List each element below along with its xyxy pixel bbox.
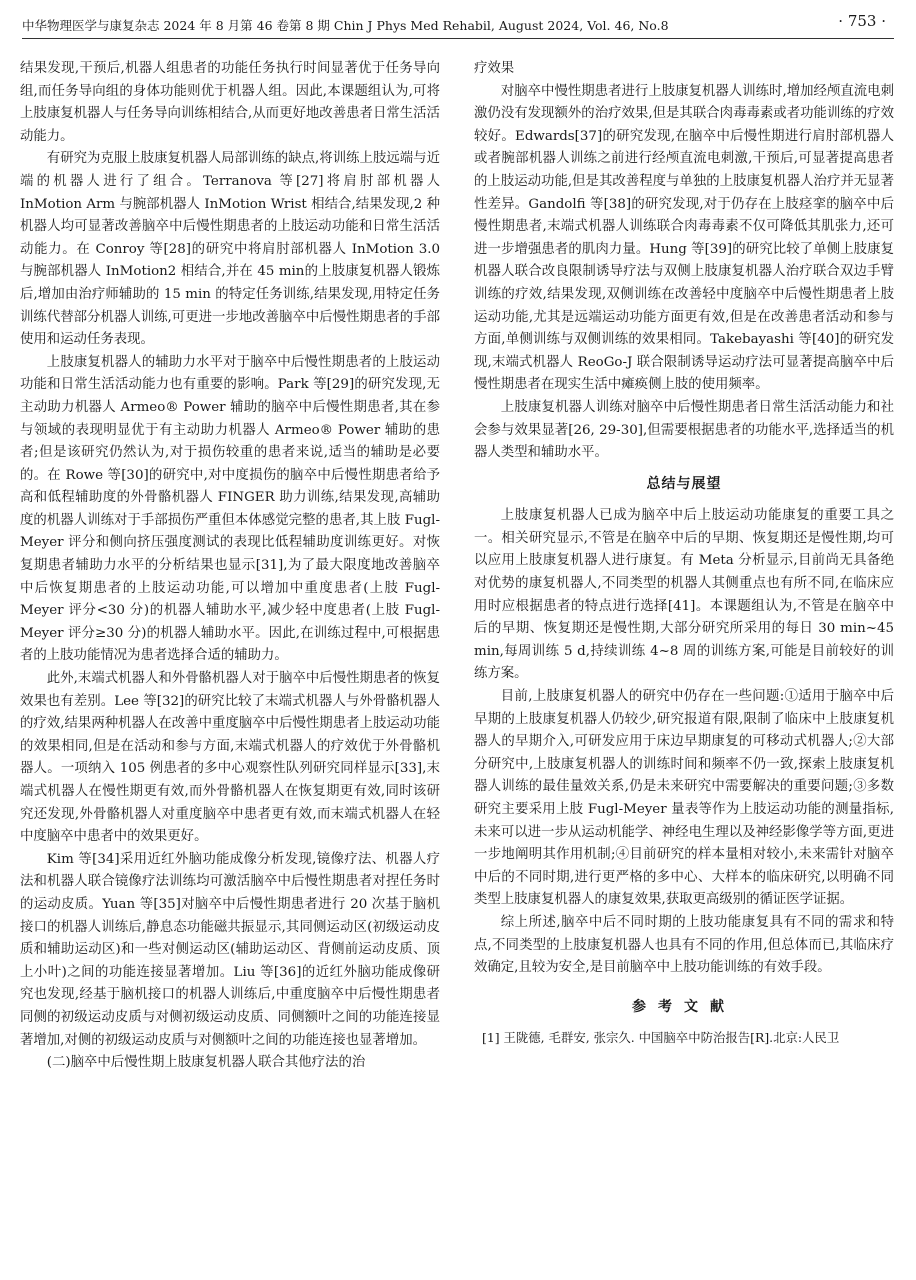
paragraph: 综上所述,脑卒中后不同时期的上肢功能康复具有不同的需求和特点,不同类型的上肢康复机器人也具有不同的作用,但总体而已,其临床疗效确定,且较为安全,是目前脑卒中上肢功能训练的有效手段。 bbox=[474, 914, 894, 976]
subsection-heading: (二)脑卒中后慢性期上肢康复机器人联合其他疗法的治 bbox=[46, 1055, 366, 1071]
page-number: · 753 · bbox=[838, 12, 886, 30]
paragraph: 对脑卒中慢性期患者进行上肢康复机器人训练时,增加经颅直流电刺激仍没有发现额外的治疗效果,但是其联合肉毒毒素或者功能训练的疗效较好。Edwards[37]的研究发现,在脑卒中后慢性期进行肩肘部机器人或者腕部机器人训练之前进行经颅直流电刺激,干预后,可显著提高患者的上肢运动功能,但是其改善程度与单独的上肢康复机器人治疗并无显著性差异。Gandolfi 等[38]的研究发现,对于仍存在上肢痉挛的脑卒中后慢性期患者,末端式机器人训练联合肉毒毒素不仅可降低其肌张力,还可进一步增强患者的肌肉力量。Hung 等[39]的研究比较了单侧上肢康复机器人联合改良限制诱导疗法与双侧上肢康复机器人治疗联合双边手臂训练的疗效,结果发现,双侧训练在改善轻中度脑卒中后慢性期患者上肢运动功能,尤其是远端运动功能方面更有效,但是在改善患者活动和参与方面,单侧训练与双侧训练的效果相同。Takebayashi 等[40]的研究发现,末端式机器人 ReoGo-J 联合限制诱导运动疗法可显著提高脑卒中后慢性期患者在现实生活中瘫痪侧上肢的使用频率。 bbox=[474, 83, 894, 393]
paragraph: 此外,末端式机器人和外骨骼机器人对于脑卒中后慢性期患者的恢复效果也有差别。Lee 等[32]的研究比较了末端式机器人与外骨骼机器人的疗效,结果两种机器人在改善中重度脑卒中后慢性期患者上肢运动功能的效果相同,但是在活动和参与方面,末端式机器人的疗效优于外骨骼机器人。一项纳入 105 例患者的多中心观察性队列研究同样显示[33],末端式机器人在慢性期更有效,而外骨骼机器人在恢复期更有效,同时该研究还发现,外骨骼机器人对重度脑卒中患者更有效,而末端式机器人在轻中度脑卒中患者中的效果更好。 bbox=[20, 671, 440, 845]
paragraph: 有研究为克服上肢康复机器人局部训练的缺点,将训练上肢远端与近端的机器人进行了组合。Terranova 等[27]将肩肘部机器人 InMotion Arm 与腕部机器人 InMotion Wrist 相结合,结果发现,2 种机器人均可显著改善脑卒中后慢性期患者的上肢运动功能和日常生活活动能力。在 Conroy 等[28]的研究中将肩肘部机器人 InMotion 3.0 与腕部机器人 InMotion2 相结合,并在 45 min的上肢康复机器人锻炼后,增加由治疗师辅助的 15 min 的特定任务训练,结果发现,用特定任务训练代替部分机器人训练,可更进一步地改善脑卒中后慢性期患者的手部使用和运动任务表现。 bbox=[20, 151, 440, 348]
section-title: 总结与展望 bbox=[646, 475, 722, 492]
paragraph: 上肢康复机器人的辅助力水平对于脑卒中后慢性期患者的上肢运动功能和日常生活活动能力也有重要的影响。Park 等[29]的研究发现,无主动助力机器人 Armeo® Power 辅助的脑卒中后慢性期患者,其在参与领域的表现明显优于有主动助力机器人 Armeo® Power 辅助的患者;但是该研究仍然认为,对于损伤较重的患者来说,适当的辅助是必要的。在 Rowe 等[30]的研究中,对中度损伤的脑卒中后慢性期患者给予高和低程辅助度的外骨骼机器人 FINGER 助力训练,结果发现,高辅助度的机器人训练对于手部损伤严重但本体感觉完整的患者,其上肢 Fugl-Meyer 评分和侧向挤压强度测试的表现比低程辅助度训练更好。对恢复期患者辅助力水平的分析结果也显示[31],为了最大限度地改善脑卒中后恢复期患者的上肢运动功能,可以增加中重度患者(上肢 Fugl-Meyer 评分<30 分)的机器人辅助水平,减少轻中度患者(上肢 Fugl-Meyer 评分≥30 分)的机器人辅助水平。因此,在训练过程中,可根据患者的上肢功能情况为患者选择合适的辅助力。 bbox=[20, 354, 440, 664]
paragraph: 上肢康复机器人已成为脑卒中后上肢运动功能康复的重要工具之一。相关研究显示,不管是在脑卒中后的早期、恢复期还是慢性期,均可以应用上肢康复机器人进行康复。有 Meta 分析显示,目前尚无具备绝对优势的康复机器人,不同类型的机器人其侧重点也有所不同,在临床应用时应根据患者的特点进行选择[41]。本课题组认为,不管是在脑卒中后的早期、恢复期还是慢性期,大部分研究所采用的每日 30 min~45 min,每周训练 5 d,持续训练 4~8 周的训练方案,可能是目前较好的训练方案。 bbox=[474, 508, 894, 682]
references-title: 参考文献 bbox=[632, 998, 736, 1015]
paragraph: 结果发现,干预后,机器人组患者的功能任务执行时间显著优于任务导向组,而任务导向组的身体功能则优于机器人组。因此,本课题组认为,可将上肢康复机器人与任务导向训练相结合,从而更好地改善患者日常生活活动能力。 bbox=[20, 61, 440, 144]
left-column bbox=[20, 58, 440, 1075]
paragraph: 目前,上肢康复机器人的研究中仍存在一些问题:①适用于脑卒中后早期的上肢康复机器人仍较少,研究报道有限,限制了临床中上肢康复机器人的早期介入,可研发应用于床边早期康复的可移动式机器人;②大部分研究中,上肢康复机器人的训练时间和频率不仍一致,探索上肢康复机器人训练的最佳量效关系,仍是未来研究中需要解决的重要问题;③多数研究主要采用上肢 Fugl-Meyer 量表等作为上肢运动功能的测量指标,未来可以进一步从运动机能学、神经电生理以及神经影像学等方面,更进一步地阐明其作用机制;④目前研究的样本量相对较小,未来需针对脑卒中后的不同时期,进行更严格的多中心、大样本的临床研究,以明确不同类型上肢康复机器人的康复效果,获取更高级别的循证医学证据。 bbox=[474, 689, 894, 908]
reference-item: [1] 王陇德, 毛群安, 张宗久. 中国脑卒中防治报告[R].北京:人民卫 bbox=[482, 1030, 840, 1046]
journal-citation: 中华物理医学与康复杂志 2024 年 8 月第 46 卷第 8 期 Chin J Phys Med Rehabil, August 2024, Vol. 46, No.8 bbox=[22, 18, 669, 33]
paragraph: Kim 等[34]采用近红外脑功能成像分析发现,镜像疗法、机器人疗法和机器人联合镜像疗法训练均可激活脑卒中后慢性期患者对捏任务时的运动皮质。Yuan 等[35]对脑卒中后慢性期患者进行 20 次基于脑机接口的机器人训练后,静息态功能磁共振显示,其同侧运动区(初级运动皮质和辅助运动区)和一些对侧运动区(辅助运动区、背侧前运动皮质、顶上小叶)之间的功能连接显著增加。Liu 等[36]的近红外脑功能成像研究也发现,经基于脑机接口的机器人训练后,中重度脑卒中后慢性期患者同侧的初级运动皮质与对侧初级运动皮质、同侧额叶之间的功能连接显著增加,对侧的初级运动皮质与对侧额叶之间的功能连接也显著增加。 bbox=[20, 851, 440, 1048]
paragraph: 疗效果 bbox=[474, 61, 515, 76]
right-column bbox=[474, 58, 894, 1048]
running-header bbox=[22, 12, 894, 39]
paragraph: 上肢康复机器人训练对脑卒中后慢性期患者日常生活活动能力和社会参与效果显著[26, 29-30],但需要根据患者的功能水平,选择适当的机器人类型和辅助水平。 bbox=[474, 399, 894, 461]
